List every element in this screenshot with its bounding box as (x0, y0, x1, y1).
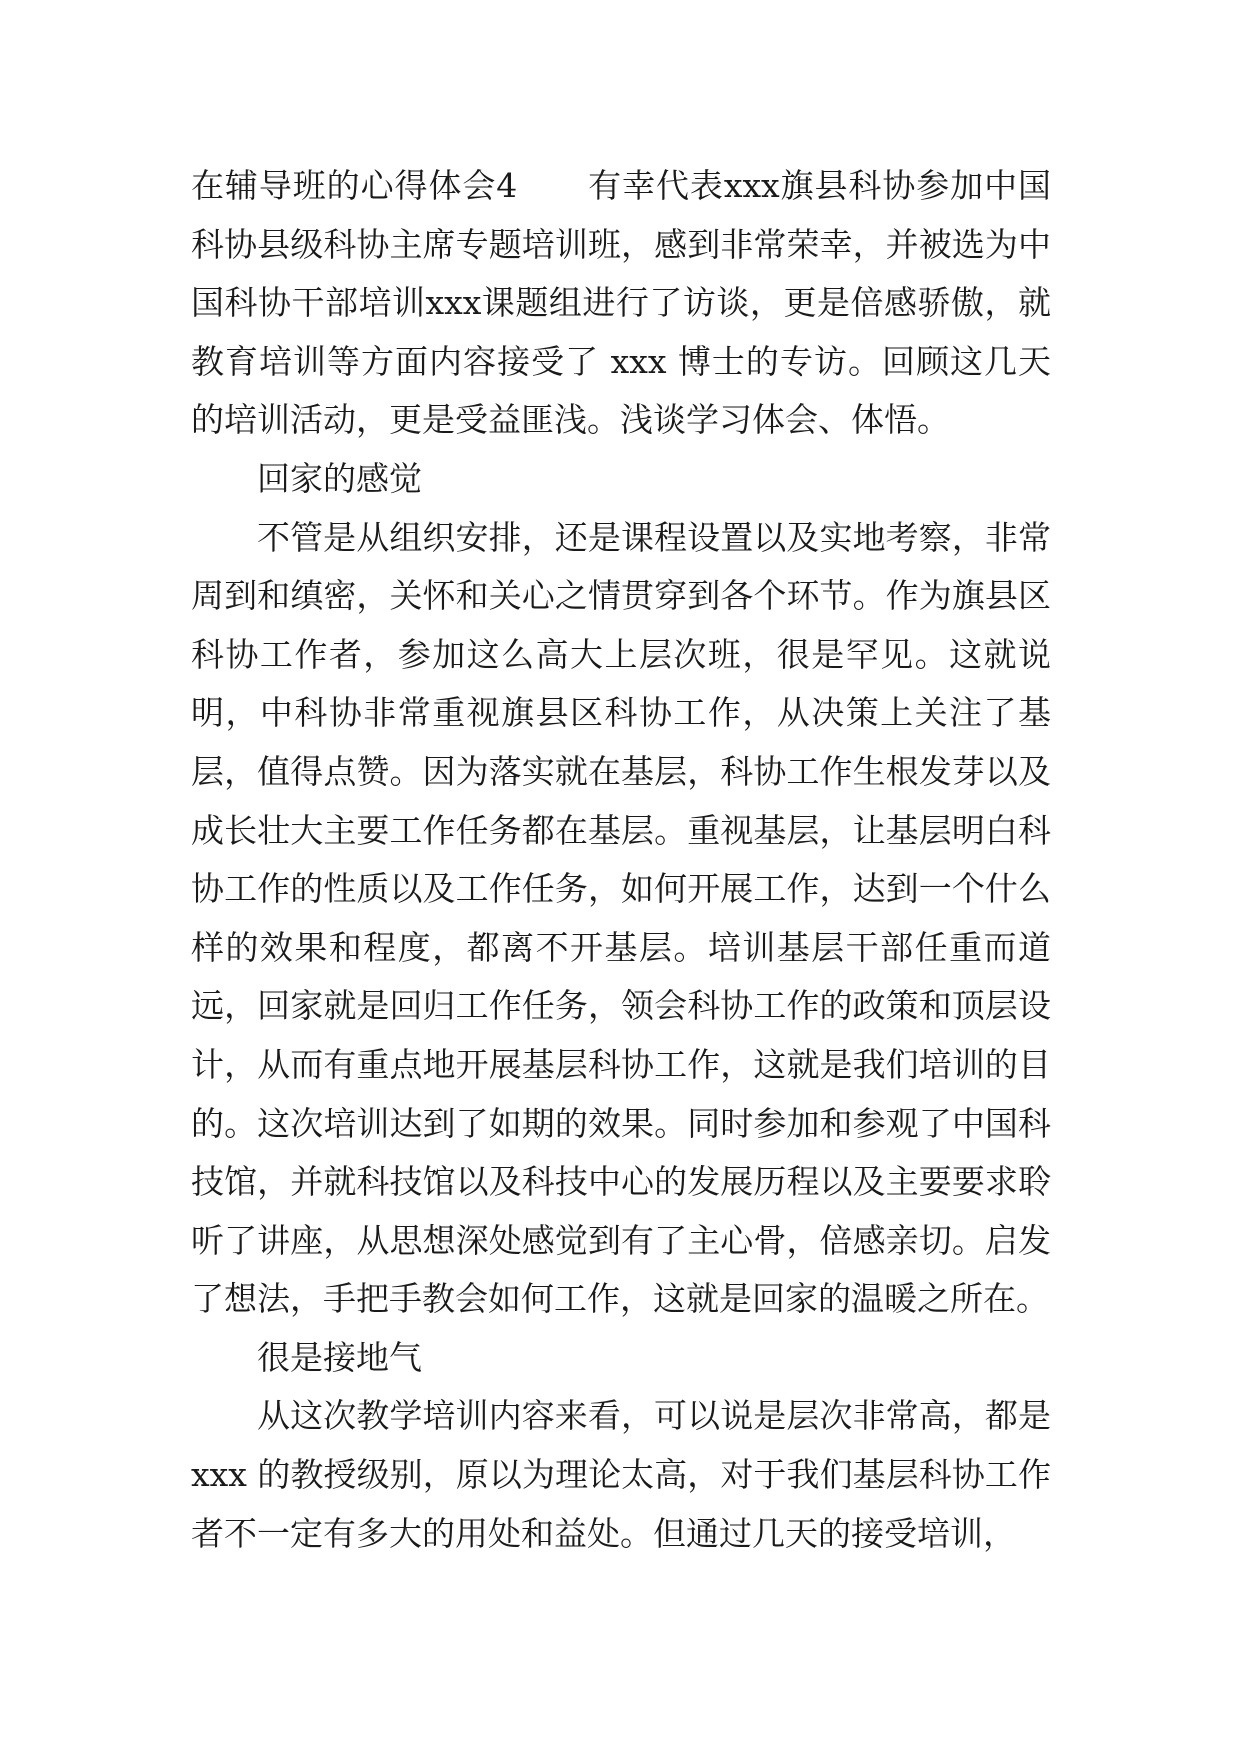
section-paragraph-1: 不管是从组织安排，还是课程设置以及实地考察，非常周到和缜密，关怀和关心之情贯穿到各个环节。作为旗县区科协工作者，参加这么高大上层次班，很是罕见。这就说明，中科协非常重视旗县区科协工作，从决策上关注了基层，值得点赞。因为落实就在基层，科协工作生根发芽以及成长壮大主要工作任务都在基层。重视基层，让基层明白科协工作的性质以及工作任务，如何开展工作，达到一个什么样的效果和程度，都离不开基层。培训基层干部任重而道远，回家就是回归工作任务，领会科协工作的政策和顶层设计，从而有重点地开展基层科协工作，这就是我们培训的目的。这次培训达到了如期的效果。同时参加和参观了中国科技馆，并就科技馆以及科技中心的发展历程以及主要要求聆听了讲座，从思想深处感觉到有了主心骨，倍感亲切。启发了想法，手把手教会如何工作，这就是回家的温暖之所在。 (191, 517, 1051, 1319)
section-heading-1: 回家的感觉 (257, 458, 422, 498)
document-body (191, 157, 1051, 1563)
intro-text: 有幸代表xxx旗县科协参加中国科协县级科协主席专题培训班，感到非常荣幸，并被选为中国科协干部培训xxx课题组进行了访谈，更是倍感骄傲，就教育培训等方面内容接受了 xxx 博士的专访。回顾这几天的培训活动，更是受益匪浅。浅谈学习体会、体悟。 (191, 166, 1051, 440)
section-heading-2: 很是接地气 (257, 1337, 422, 1377)
document-title: 在辅导班的心得体会4 (191, 166, 518, 205)
intro-paragraph (191, 157, 1051, 450)
section-paragraph-2: 从这次教学培训内容来看，可以说是层次非常高，都是 xxx 的教授级别，原以为理论太高，对于我们基层科协工作者不一定有多大的用处和益处。但通过几天的接受培训， (191, 1396, 1051, 1553)
